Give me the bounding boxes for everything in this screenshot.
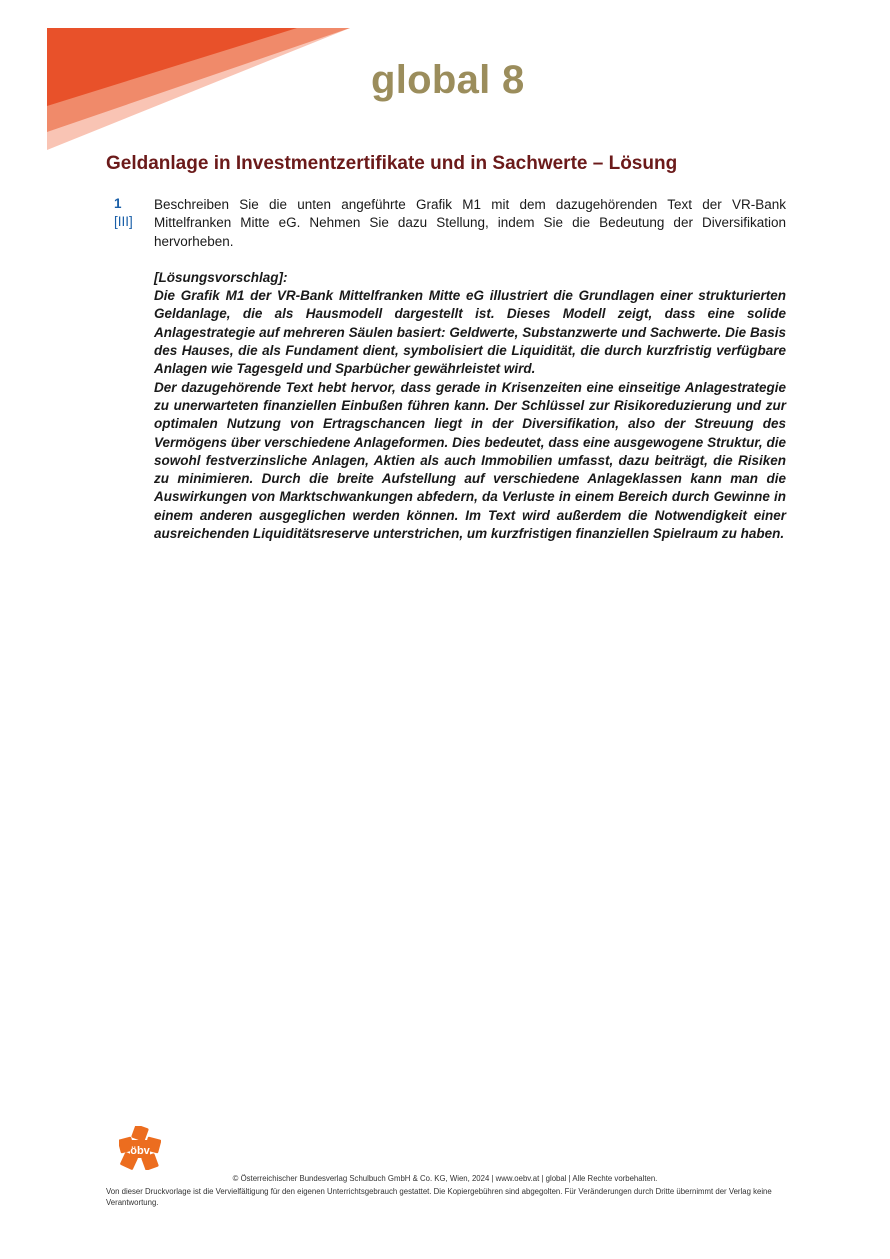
task-body [154, 196, 786, 543]
footer-note: Von dieser Druckvorlage ist die Vervielfältigung für den eigenen Unterrichtsgebrauch gestattet. Die Kopiergebühren sind abgegolten. Für Veränderungen durch Dritte übernimmt der Verlag keine Verantwortung. [106, 1187, 772, 1207]
page-title: Geldanlage in Investmentzertifikate und in Sachwerte – Lösung [106, 153, 678, 174]
header-banner-graphic [47, 28, 350, 150]
brand-title: global 8 [371, 58, 525, 102]
oebv-logo-text: öbv [130, 1145, 150, 1157]
task-prompt: Beschreiben Sie die unten angeführte Grafik M1 mit dem dazugehörenden Text der VR-Bank Mittelfranken Mitte eG. Nehmen Sie dazu Stellung, indem Sie die Bedeutung der Diversifikation hervorheben. [154, 197, 786, 249]
oebv-logo-icon [119, 1126, 161, 1170]
task-level: [III] [114, 214, 133, 229]
solution-paragraph-1: Die Grafik M1 der VR-Bank Mittelfranken Mitte eG illustriert die Grundlagen einer strukturierten Geldanlage, die als Hausmodell dargestellt ist. Dieses Modell zeigt, dass eine solide Anlagestrategie auf mehreren Säulen basiert: Geldwerte, Substanzwerte und Sachwerte. Die Basis des Hauses, die als Fundament dient, symbolisiert die Liquidität, die durch kurzfristig verfügbare Anlagen wie Tagesgeld und Sparbücher gewährleistet wird. [154, 288, 786, 377]
footer-copyright: © Österreichischer Bundesverlag Schulbuch GmbH & Co. KG, Wien, 2024 | www.oebv.at | global | Alle Rechte vorbehalten. [232, 1174, 658, 1183]
task-number: 1 [114, 196, 122, 211]
solution-label: [Lösungsvorschlag]: [154, 269, 288, 285]
solution-paragraph-2: Der dazugehörende Text hebt hervor, dass gerade in Krisenzeiten eine einseitige Anlagestrategie zu unerwarteten finanziellen Einbußen führen kann. Der Schlüssel zur Risikoreduzierung und zur optimalen Nutzung von Ertragschancen liegt in der Diversifikation, also der Streuung des Vermögens über verschiedene Anlageformen. Dies bedeutet, dass eine ausgewogene Struktur, die sowohl festverzinsliche Anlagen, Aktien als auch Immobilien umfasst, dazu beiträgt, die Risiken zu minimieren. Durch die breite Aufstellung auf verschiedene Anlageklassen kann man die Auswirkungen von Marktschwankungen abfedern, da Verluste in einem Bereich durch Gewinne in einem anderen ausgeglichen werden können. Im Text wird außerdem die Notwendigkeit einer ausreichenden Liquiditätsreserve unterstrichen, um kurzfristigen finanziellen Spielraum zu haben. [154, 379, 786, 542]
